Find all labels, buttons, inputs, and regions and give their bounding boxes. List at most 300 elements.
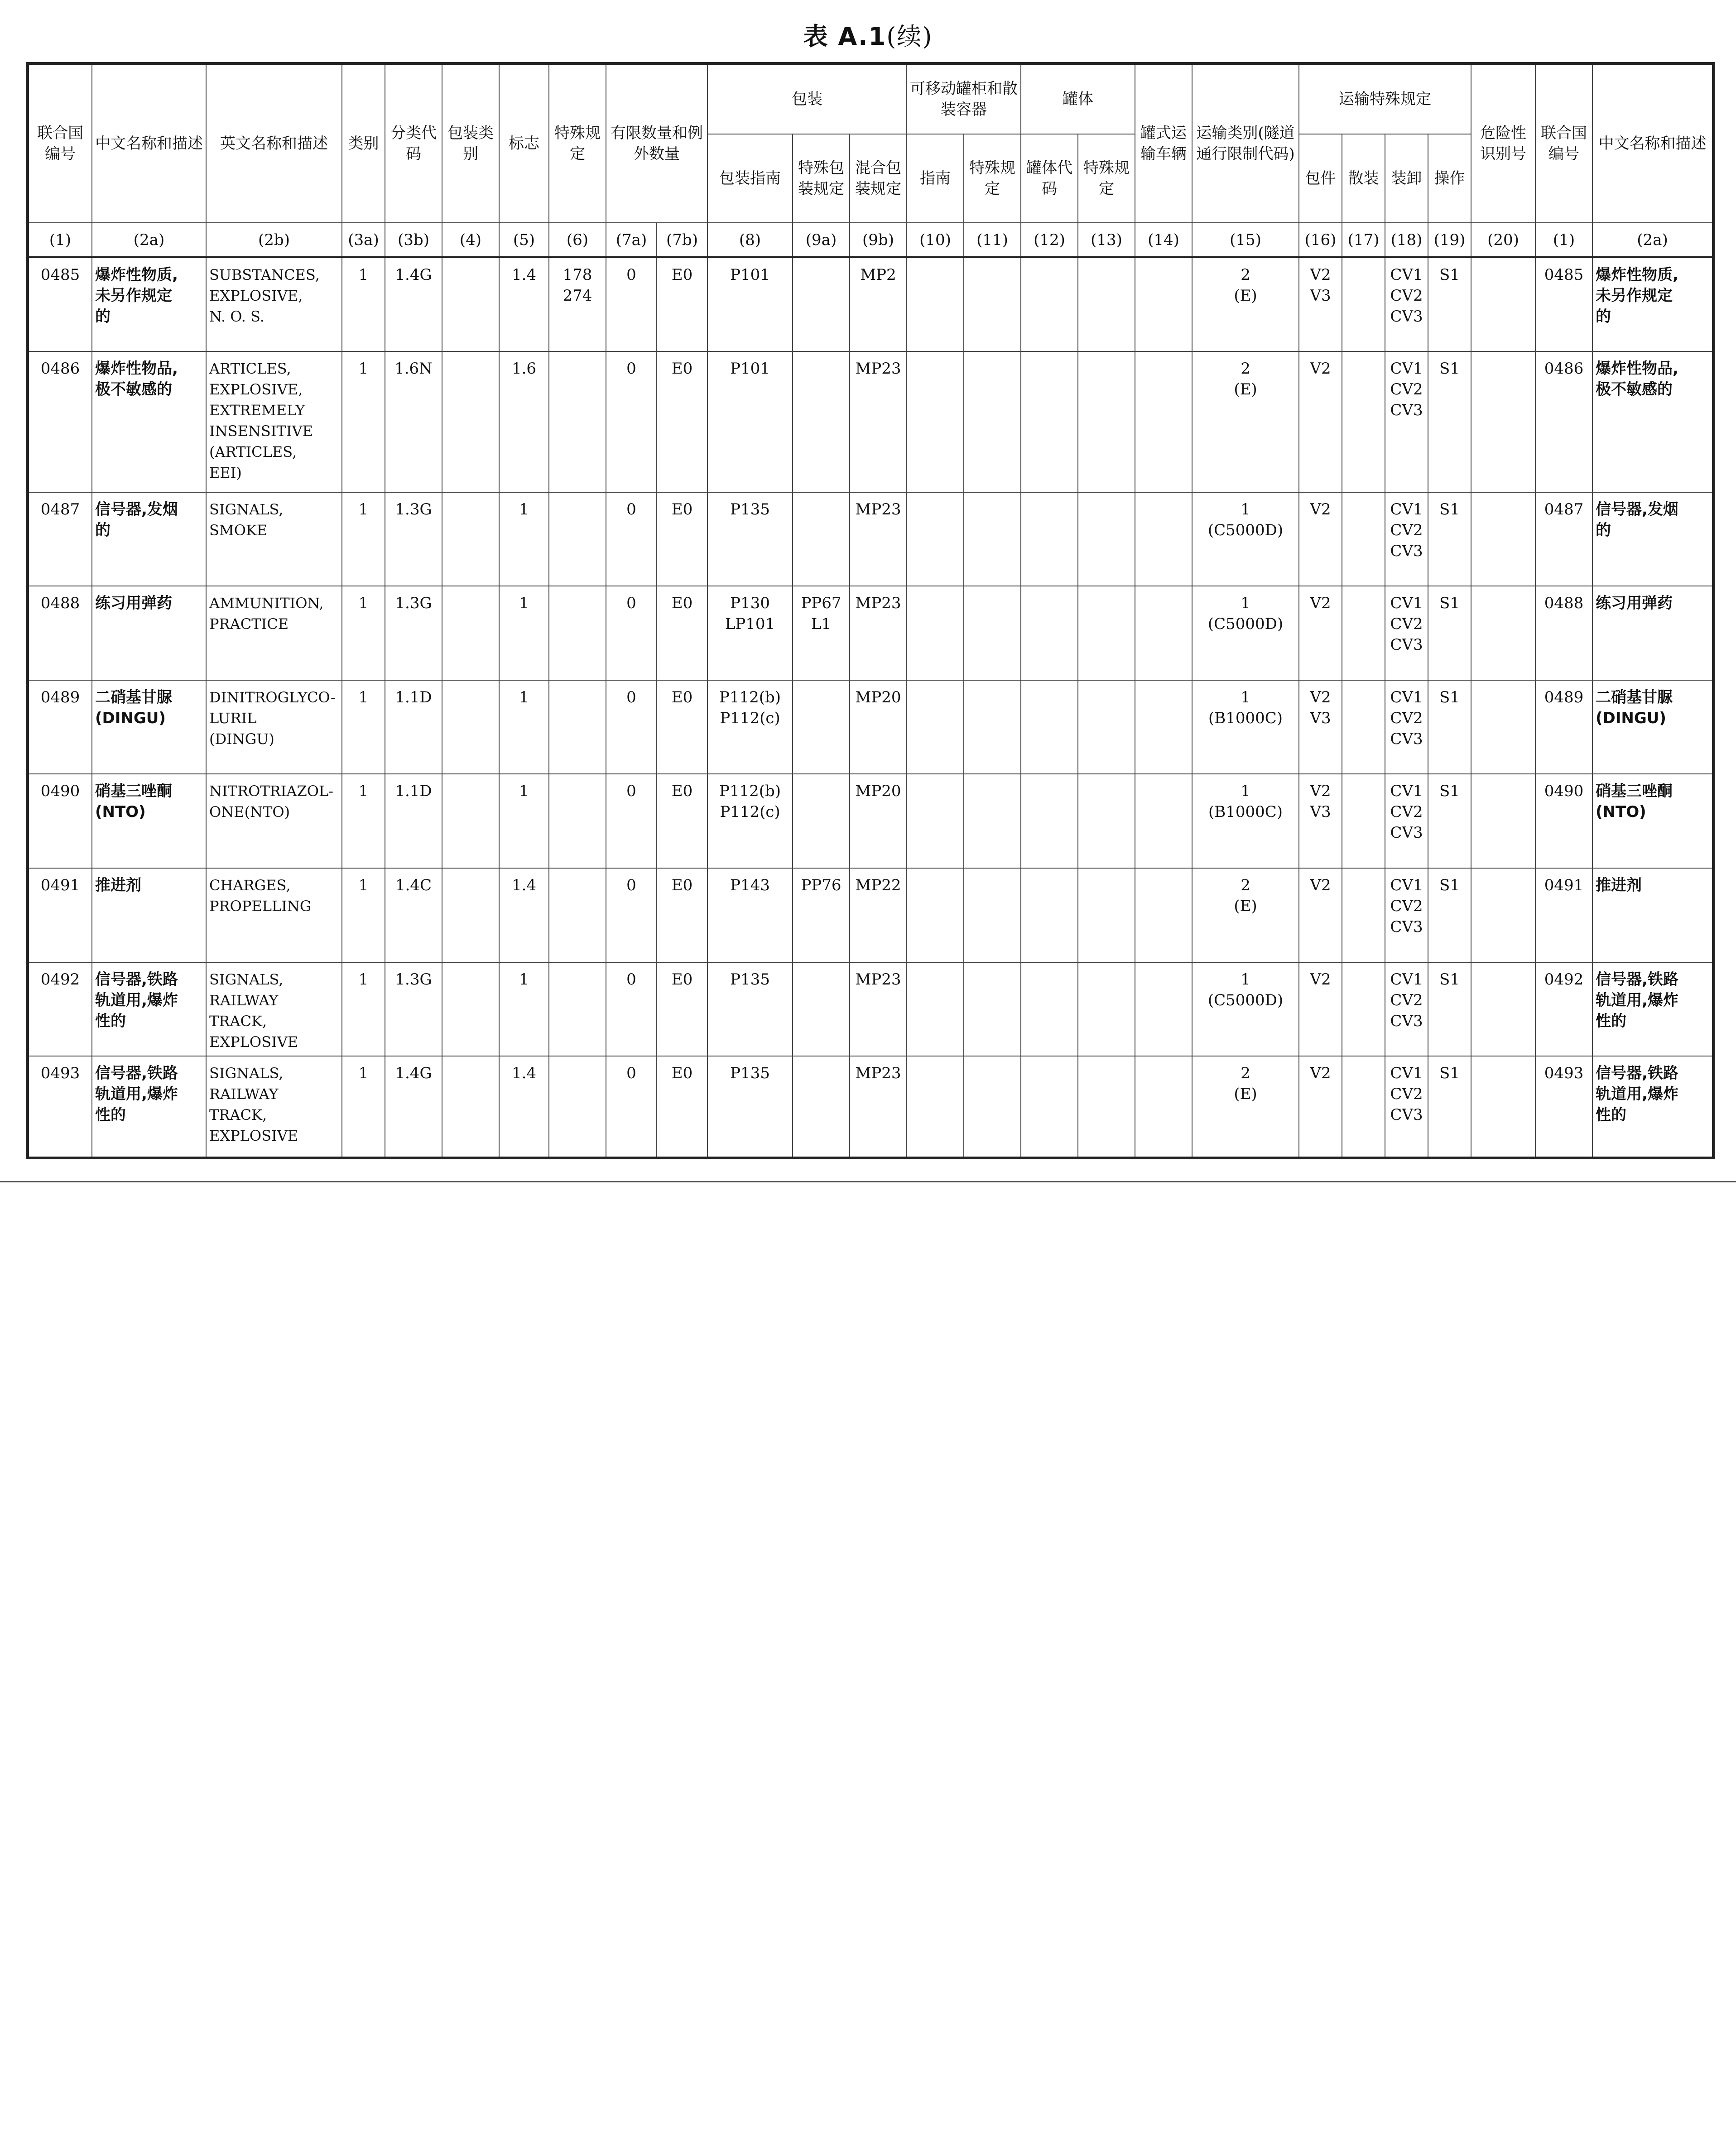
table-cell-c4 [442,868,499,962]
cell-text: S1 [1439,1064,1460,1083]
column-index-cell: (20) [1471,223,1535,257]
table-cell-c18 [1385,680,1428,774]
table-cell-c11 [964,257,1021,351]
table-cell-c5 [499,774,549,868]
table-cell-c11 [964,680,1021,774]
table-cell-c14 [1135,774,1192,868]
cell-text: 1 (B1000C) [1208,688,1283,727]
cell-text: DINITROGLYCO- LURIL (DINGU) [209,688,336,748]
table-cell-c13 [1078,492,1135,586]
cell-text: CV1 CV2 CV3 [1390,266,1423,326]
column-index-cell: (8) [707,223,793,257]
cell-text: ARTICLES, EXPLOSIVE, EXTREMELY INSENSITIVE (ARTICLES, EEI) [209,360,313,481]
cell-text: MP20 [855,688,901,706]
table-cell-c5 [499,351,549,492]
table-cell-zh [1592,868,1713,962]
table-cell-c16 [1299,1056,1342,1158]
cell-text: 1.6N [394,359,433,378]
table-cell-en [206,774,342,868]
table-cell-c20 [1471,962,1535,1056]
cell-text: 1.4 [511,1064,537,1083]
column-index-cell: (5) [499,223,549,257]
table-cell-c10 [907,1056,964,1158]
table-cell-c8 [707,962,793,1056]
table-cell-c17 [1342,257,1385,351]
table-cell-c9b [850,1056,907,1158]
column-index-cell: (10) [907,223,964,257]
table-cell-en [206,351,342,492]
table-cell-c9b [850,774,907,868]
table-cell-zh [1592,774,1713,868]
table-cell-c15 [1192,962,1299,1056]
table-cell-c3a [342,586,385,680]
cell-text: 0487 [1544,500,1584,519]
table-cell-c6 [549,351,606,492]
table-cell-c6 [549,962,606,1056]
table-cell-zh [1592,492,1713,586]
column-index-cell: (11) [964,223,1021,257]
cell-text: 0485 [1544,266,1584,284]
table-cell-c13 [1078,774,1135,868]
cell-text: MP23 [855,594,901,613]
cell-text: 0493 [40,1064,80,1083]
column-index-cell: (9a) [793,223,850,257]
table-cell-c5 [499,492,549,586]
table-cell-c10 [907,774,964,868]
table-row [28,962,1713,1056]
table-cell-c20 [1471,257,1535,351]
table-cell-un [28,774,92,868]
table-cell-c18 [1385,492,1428,586]
cell-text: P112(b) P112(c) [719,782,781,821]
cell-text: P101 [730,359,770,378]
column-index-cell: (15) [1192,223,1299,257]
table-cell-c9b [850,962,907,1056]
table-cell-zh [92,492,206,586]
cell-text: S1 [1439,594,1460,613]
table-cell-en [206,492,342,586]
table-cell-c4 [442,680,499,774]
cell-text: 1 [358,876,369,895]
table-cell-c9b [850,680,907,774]
cell-text: 0490 [1544,782,1584,801]
cell-text: 0 [626,876,636,895]
cell-text: P135 [730,1064,770,1083]
table-cell-c19 [1428,586,1471,680]
cell-text: CV1 CV2 CV3 [1390,688,1423,748]
table-cell-c18 [1385,257,1428,351]
cell-text: 1 [519,500,529,519]
table-cell-un [28,680,92,774]
cell-text: MP23 [855,1064,901,1083]
table-cell-c17 [1342,586,1385,680]
table-cell-c3b [385,586,442,680]
column-index-row [28,223,1713,257]
cell-text: CV1 CV2 CV3 [1390,500,1423,560]
header-label: 标志 [499,63,549,223]
cell-text: V2 V3 [1310,782,1331,821]
cell-text: 1 [358,1064,369,1083]
table-cell-c3a [342,351,385,492]
cell-text: 爆炸性物品, 极不敏感的 [1596,359,1678,399]
cell-text: 0 [626,970,636,989]
cell-text: CV1 CV2 CV3 [1390,1064,1423,1124]
table-cell-c16 [1299,962,1342,1056]
table-cell-c11 [964,351,1021,492]
table-cell-c15 [1192,868,1299,962]
cell-text: 1 [358,688,369,706]
table-cell-c17 [1342,492,1385,586]
table-cell-zh [92,774,206,868]
table-cell-c15 [1192,351,1299,492]
table-cell-zh [1592,586,1713,680]
table-title-continued: (续) [886,22,933,51]
table-cell-c20 [1471,774,1535,868]
table-cell-c10 [907,680,964,774]
cell-text: 1 [358,970,369,989]
table-cell-c8 [707,680,793,774]
table-cell-un [1535,774,1592,868]
table-cell-c15 [1192,680,1299,774]
table-cell-c15 [1192,492,1299,586]
table-cell-c10 [907,962,964,1056]
page-title [0,17,1736,52]
header-special-packing: 特殊包装规定 [793,134,850,223]
table-cell-un [28,492,92,586]
cell-text: S1 [1439,876,1460,895]
table-cell-c14 [1135,680,1192,774]
cell-text: 0 [626,782,636,801]
table-cell-c5 [499,257,549,351]
cell-text: 1.6 [511,359,537,378]
cell-text: E0 [671,782,693,801]
column-index-cell: (4) [442,223,499,257]
table-cell-c19 [1428,351,1471,492]
header-loading: 装卸 [1385,134,1428,223]
cell-text: 二硝基甘脲 (DINGU) [1596,688,1673,727]
table-cell-un [28,962,92,1056]
cell-text: E0 [671,500,693,519]
cell-text: P130 LP101 [725,594,775,634]
table-cell-c9a [793,492,850,586]
table-cell-c19 [1428,1056,1471,1158]
cell-text: E0 [671,1064,693,1083]
cell-text: E0 [671,359,693,378]
table-cell-c6 [549,586,606,680]
page-divider [0,1181,1736,1182]
table-cell-c19 [1428,680,1471,774]
table-cell-c14 [1135,492,1192,586]
table-cell-c19 [1428,257,1471,351]
cell-text: V2 [1310,1064,1331,1083]
table-cell-c18 [1385,1056,1428,1158]
cell-text: V2 [1310,594,1331,613]
cell-text: 1 [358,782,369,801]
table-cell-c6 [549,774,606,868]
table-cell-en [206,868,342,962]
header-tank-special-provisions: 特殊规定 [1078,134,1135,223]
table-cell-c14 [1135,586,1192,680]
table-cell-c16 [1299,257,1342,351]
table-cell-c7b [657,962,707,1056]
cell-text: MP22 [855,876,901,895]
header-transport-category: 运输类别(隧道通行限制代码) [1192,63,1299,223]
table-cell-c7a [606,962,657,1056]
cell-text: 信号器,发烟 的 [95,500,178,539]
cell-text: 1 [358,500,369,519]
cell-text: S1 [1439,500,1460,519]
table-row [28,257,1713,351]
cell-text: 1 [519,688,529,706]
table-cell-c20 [1471,351,1535,492]
table-cell-c3b [385,492,442,586]
table-cell-c3b [385,962,442,1056]
table-cell-c9b [850,868,907,962]
table-cell-c8 [707,257,793,351]
header-packing-group: 包装类别 [442,63,499,223]
table-cell-c20 [1471,868,1535,962]
cell-text: V2 V3 [1310,266,1331,305]
table-cell-zh [92,680,206,774]
header-hazard-id: 危险性识别号 [1471,63,1535,223]
table-cell-c3b [385,774,442,868]
column-index-cell: (9b) [850,223,907,257]
cell-text: 爆炸性物质, 未另作规定 的 [1596,266,1678,326]
table-cell-c7a [606,257,657,351]
table-cell-un [1535,868,1592,962]
cell-text: 信号器,铁路 轨道用,爆炸 性的 [1596,970,1678,1030]
cell-text: E0 [671,266,693,284]
table-cell-c11 [964,774,1021,868]
cell-text: 0493 [1544,1064,1584,1083]
table-cell-c9b [850,586,907,680]
cell-text: 信号器,铁路 轨道用,爆炸 性的 [1596,1064,1678,1124]
table-cell-c9a [793,868,850,962]
table-cell-un [28,868,92,962]
cell-text: 0492 [40,970,80,989]
table-cell-c9b [850,257,907,351]
table-cell-zh [92,1056,206,1158]
header-tank-instruction: 指南 [907,134,964,223]
table-cell-c8 [707,868,793,962]
table-cell-c13 [1078,962,1135,1056]
table-cell-c7b [657,257,707,351]
cell-text: 推进剂 [1596,876,1642,895]
column-index-cell: (1) [28,223,92,257]
header-limited-quantity: 有限数量和例外数量 [606,63,707,223]
column-index-cell: (2a) [1592,223,1713,257]
cell-text: 2 (E) [1234,876,1257,916]
cell-text: 1 [519,970,529,989]
cell-text: 0 [626,359,636,378]
table-cell-c9b [850,351,907,492]
cell-text: E0 [671,876,693,895]
table-cell-c5 [499,586,549,680]
cell-text: 0 [626,688,636,706]
cell-text: 推进剂 [95,876,141,895]
table-cell-c12 [1021,962,1078,1056]
table-cell-c7b [657,1056,707,1158]
table-cell-c19 [1428,868,1471,962]
cell-text: 0 [626,266,636,284]
cell-text: E0 [671,688,693,706]
cell-text: 0489 [40,688,80,706]
table-cell-c18 [1385,774,1428,868]
table-cell-c3b [385,680,442,774]
table-cell-c13 [1078,680,1135,774]
table-cell-c3b [385,1056,442,1158]
cell-text: NITROTRIAZOL- ONE(NTO) [209,783,334,821]
table-cell-c10 [907,351,964,492]
cell-text: 0488 [1544,594,1584,613]
table-row [28,351,1713,492]
cell-text: E0 [671,594,693,613]
table-body [28,257,1713,1158]
table-cell-c10 [907,586,964,680]
column-index-cell: (17) [1342,223,1385,257]
table-cell-c6 [549,257,606,351]
cell-text: 0486 [1544,359,1584,378]
cell-text: 二硝基甘脲 (DINGU) [95,688,172,727]
cell-text: 硝基三唑酮 (NTO) [95,782,172,821]
cell-text: 1 (C5000D) [1207,594,1284,634]
table-cell-c7a [606,492,657,586]
column-index-cell: (12) [1021,223,1078,257]
cell-text: 爆炸性物质, 未另作规定 的 [95,266,178,326]
table-cell-c15 [1192,1056,1299,1158]
cell-text: V2 [1310,970,1331,989]
cell-text: 2 (E) [1234,266,1257,305]
table-cell-en [206,257,342,351]
cell-text: 0491 [1544,876,1584,895]
table-cell-c16 [1299,351,1342,492]
cell-text: S1 [1439,359,1460,378]
table-cell-c17 [1342,962,1385,1056]
table-cell-c3a [342,774,385,868]
table-cell-c4 [442,962,499,1056]
cell-text: AMMUNITION, PRACTICE [209,595,324,633]
cell-text: CV1 CV2 CV3 [1390,970,1423,1030]
table-cell-c11 [964,1056,1021,1158]
header-packaging: 包装 [707,63,907,134]
table-cell-c9a [793,962,850,1056]
table-cell-c12 [1021,492,1078,586]
cell-text: PP67 L1 [801,594,842,634]
cell-text: P135 [730,500,770,519]
cell-text: S1 [1439,970,1460,989]
table-cell-c20 [1471,586,1535,680]
cell-text: S1 [1439,782,1460,801]
column-index-cell: (6) [549,223,606,257]
table-cell-c3a [342,680,385,774]
table-cell-c8 [707,774,793,868]
cell-text: 1.4 [511,876,537,895]
table-cell-c6 [549,868,606,962]
table-cell-c3a [342,962,385,1056]
cell-text: 1 (B1000C) [1208,782,1283,821]
header-tank: 罐体 [1021,63,1135,134]
table-cell-c5 [499,1056,549,1158]
table-cell-un [28,257,92,351]
table-cell-c7b [657,680,707,774]
table-cell-c4 [442,492,499,586]
cell-text: S1 [1439,266,1460,284]
table-row [28,868,1713,962]
dangerous-goods-table [26,62,1715,1159]
table-cell-c11 [964,492,1021,586]
table-cell-c11 [964,962,1021,1056]
cell-text: 1.1D [395,688,432,706]
table-cell-c7a [606,1056,657,1158]
table-cell-c5 [499,680,549,774]
header-special-transport: 运输特殊规定 [1299,63,1471,134]
table-cell-c7a [606,774,657,868]
table-cell-c4 [442,774,499,868]
table-cell-c3a [342,868,385,962]
table-row [28,492,1713,586]
cell-text: 1.3G [395,970,432,989]
table-cell-c17 [1342,774,1385,868]
table-cell-c7b [657,351,707,492]
table-cell-c18 [1385,868,1428,962]
header-chinese-name: 中文名称和描述 [92,63,206,223]
table-cell-c6 [549,1056,606,1158]
table-cell-c14 [1135,351,1192,492]
table-cell-c3a [342,1056,385,1158]
table-cell-un [1535,1056,1592,1158]
table-cell-c16 [1299,586,1342,680]
cell-text: E0 [671,970,693,989]
table-cell-c3a [342,492,385,586]
cell-text: 0487 [40,500,80,519]
table-cell-c13 [1078,351,1135,492]
cell-text: 信号器,发烟 的 [1596,500,1678,539]
table-cell-c17 [1342,868,1385,962]
cell-text: MP2 [860,266,896,284]
table-cell-c13 [1078,257,1135,351]
table-cell-c12 [1021,351,1078,492]
cell-text: 0488 [40,594,80,613]
table-cell-un [1535,680,1592,774]
cell-text: CHARGES, PROPELLING [209,877,312,915]
table-cell-c7b [657,774,707,868]
cell-text: MP23 [855,970,901,989]
cell-text: 1.4G [395,1064,432,1083]
table-cell-zh [92,962,206,1056]
table-cell-zh [1592,962,1713,1056]
cell-text: 信号器,铁路 轨道用,爆炸 性的 [95,970,178,1030]
table-cell-un [1535,586,1592,680]
table-row [28,774,1713,868]
cell-text: CV1 CV2 CV3 [1390,359,1423,419]
table-cell-zh [1592,351,1713,492]
table-cell-un [28,1056,92,1158]
table-cell-c4 [442,586,499,680]
cell-text: 0 [626,1064,636,1083]
cell-text: SIGNALS, SMOKE [209,500,284,539]
column-index-cell: (16) [1299,223,1342,257]
table-cell-c17 [1342,351,1385,492]
table-cell-c10 [907,492,964,586]
table-cell-c9a [793,586,850,680]
table-cell-c7a [606,586,657,680]
header-special-provisions: 特殊规定 [549,63,606,223]
cell-text: MP23 [855,359,901,378]
header-portable-tanks: 可移动罐柜和散装容器 [907,63,1021,134]
cell-text: 2 (E) [1234,359,1257,399]
header-un-number-repeat: 联合国编号 [1535,63,1592,223]
table-cell-c16 [1299,774,1342,868]
